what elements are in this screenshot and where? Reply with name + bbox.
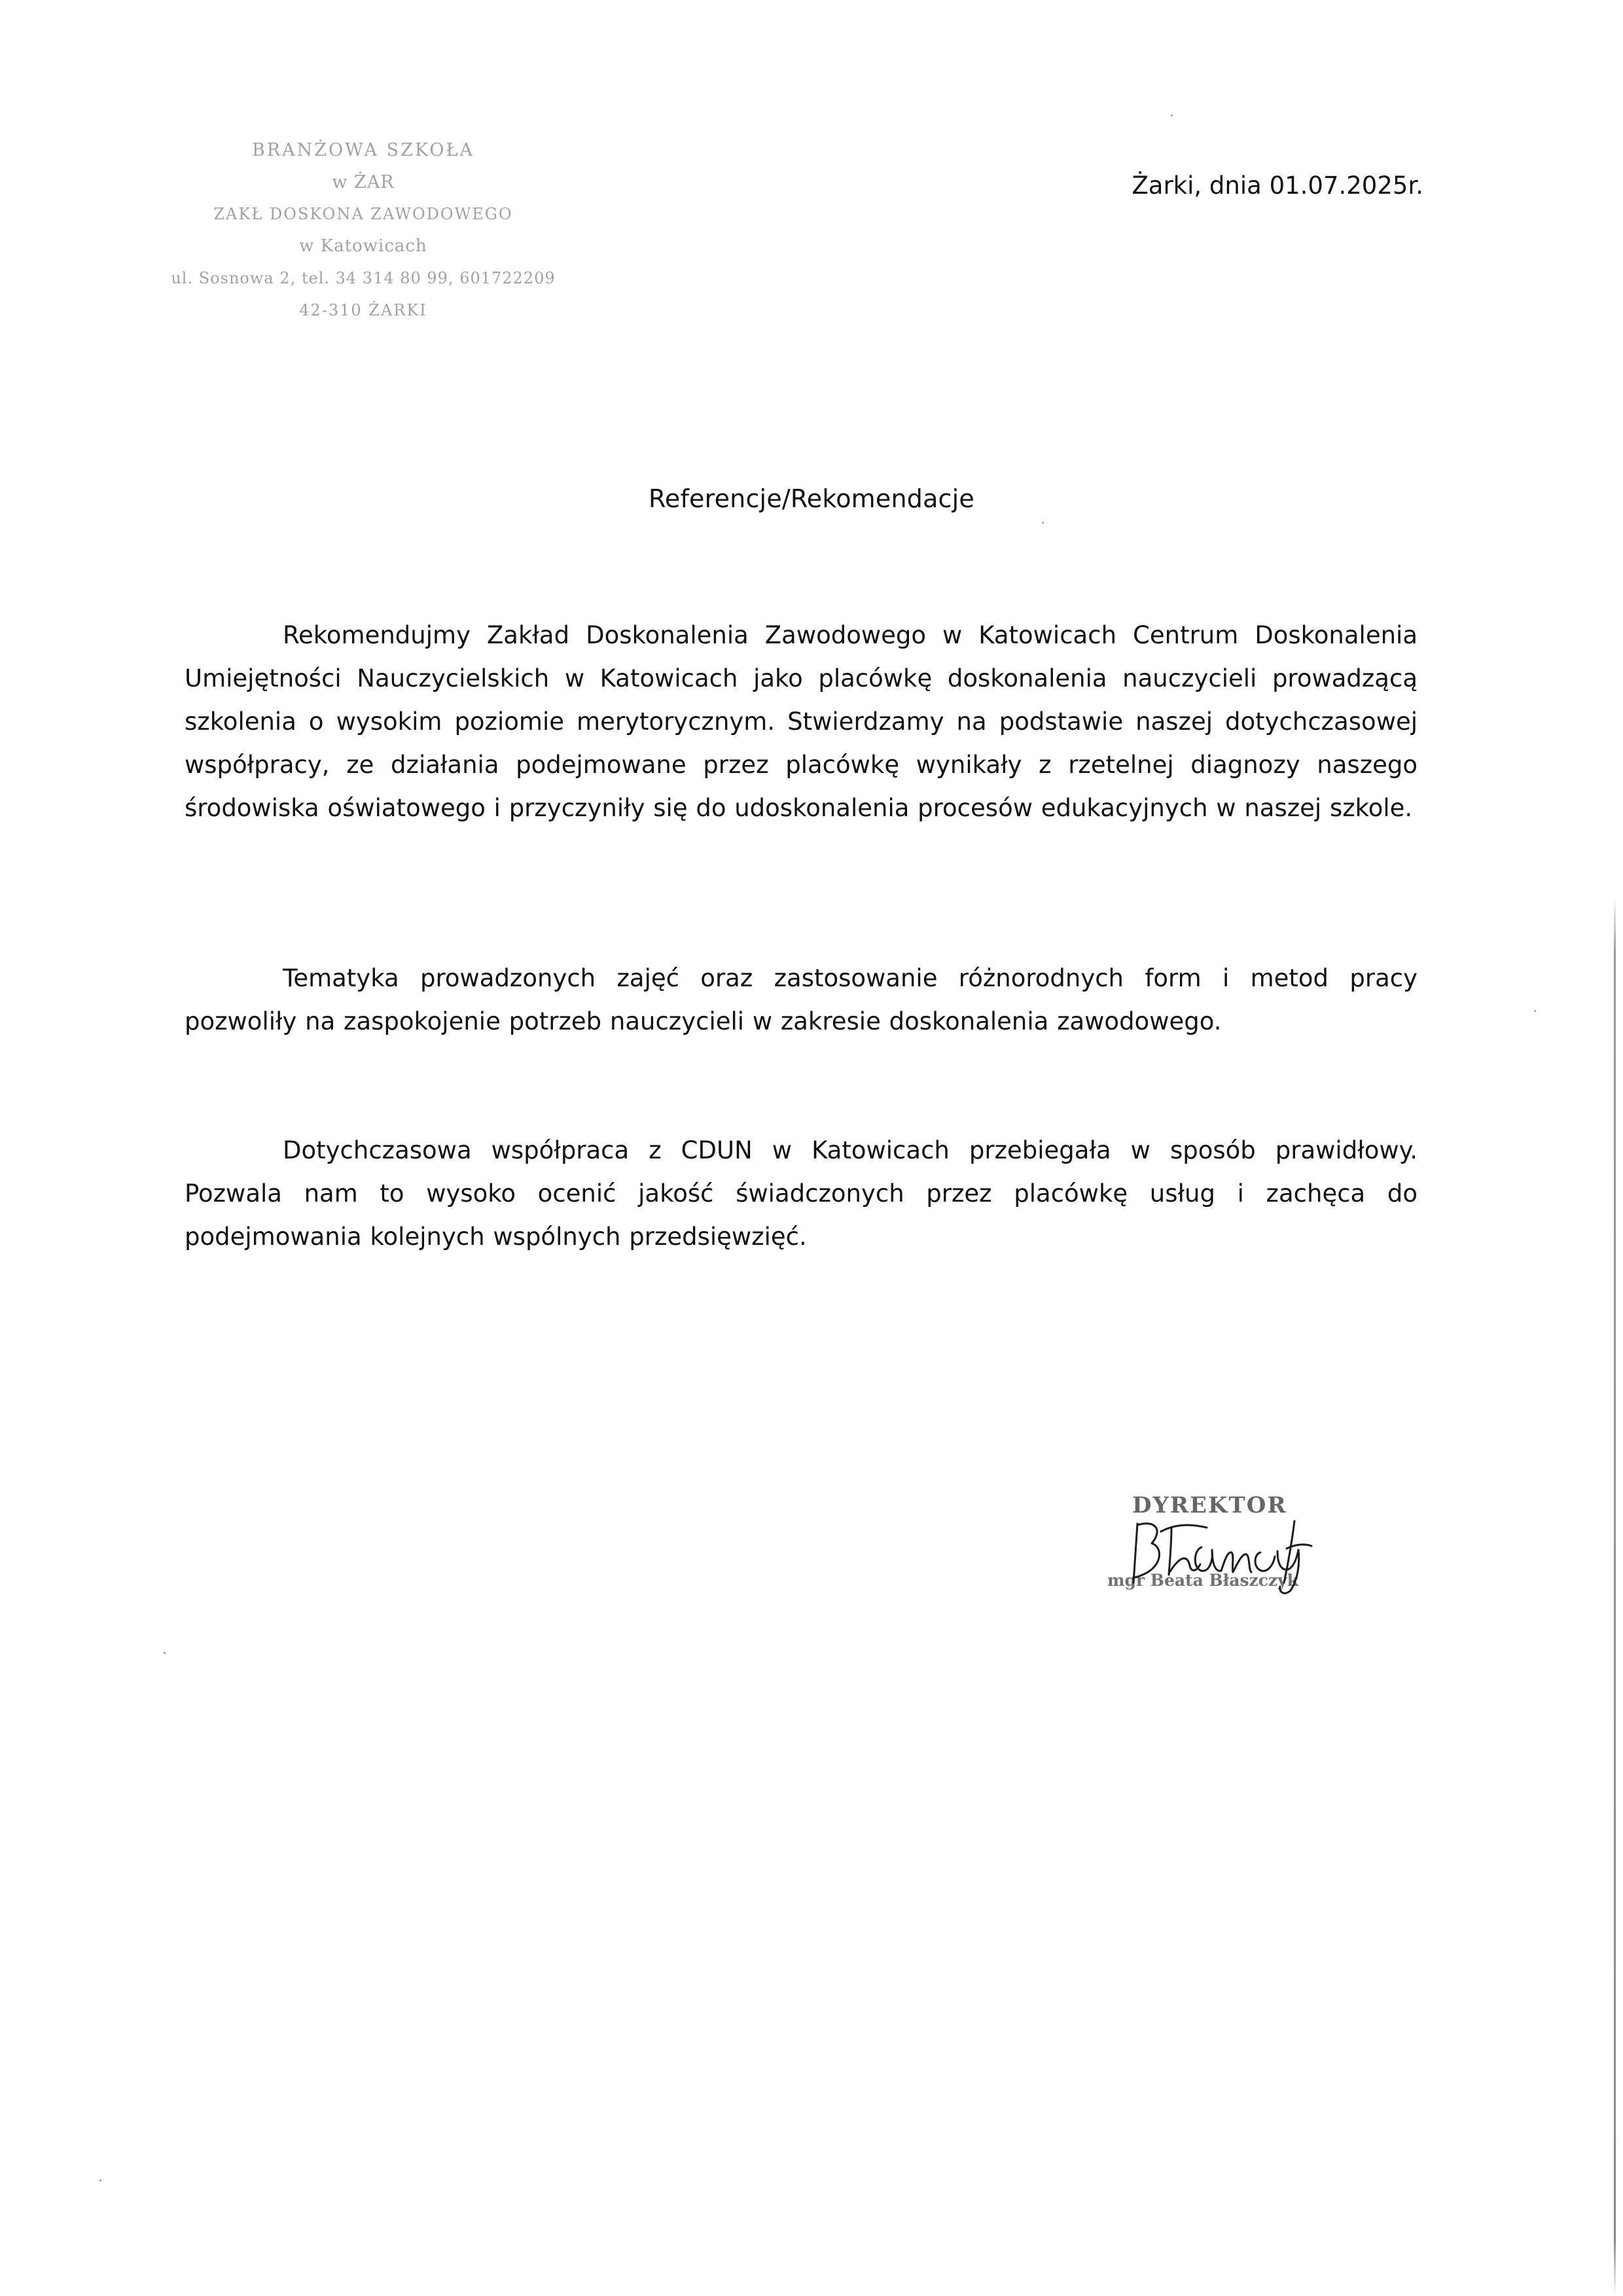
school-stamp-line: ul. Sosnowa 2, tel. 34 314 80 99, 601722209 — [171, 269, 556, 287]
school-stamp-line: w Katowicach — [299, 236, 427, 256]
letter-paragraph-2: Tematyka prowadzonych zajęć oraz zastosowanie różnorodnych form i metod pracy pozwoliły na zaspokojenie potrzeb nauczycieli w zakresie doskonalenia zawodowego. — [185, 964, 1418, 1035]
director-stamp — [1106, 1492, 1342, 1617]
scan-speck — [1171, 115, 1173, 117]
scan-edge-line — [1614, 897, 1616, 2296]
scan-speck — [99, 2179, 101, 2181]
school-stamp-line: 42-310 ŻARKI — [299, 301, 427, 319]
director-name: mgr Beata Błaszczyk — [1107, 1571, 1298, 1590]
school-stamp — [124, 134, 602, 327]
letter-paragraph-3: Dotychczasowa współpraca z CDUN w Katowicach przebiegała w sposób prawidłowy. Pozwala nam to wysoko ocenić jakość świadczonych przez placówkę usług i zachęca do podejmowania kolejnych wspólnych przedsięwzięć. — [185, 1136, 1418, 1251]
school-stamp-line: ZAKŁ DOSKONA ZAWODOWEGO — [213, 205, 513, 223]
school-stamp-line: w ŻAR — [332, 172, 395, 192]
school-stamp-line: BRANŻOWA SZKOŁA — [251, 140, 475, 160]
letter-paragraph-1: Rekomendujmy Zakład Doskonalenia Zawodowego w Katowicach Centrum Doskonalenia Umiejętności Nauczycielskich w Katowicach jako placówkę doskonalenia nauczycieli prowadzącą szkolenia o wysokim poziomie merytorycznym. Stwierdzamy na podstawie naszej dotychczasowej współpracy, ze działania podejmowane przez placówkę wynikały z rzetelnej diagnozy naszego środowiska oświatowego i przyczyniły się do udoskonalenia procesów edukacyjnych w naszej szkole. — [185, 621, 1418, 822]
scan-speck — [164, 1652, 166, 1654]
director-title: DYREKTOR — [1132, 1492, 1287, 1518]
signature-icon — [1123, 1509, 1313, 1594]
document-title: Referencje/Rekomendacje — [648, 484, 974, 513]
scan-speck — [1534, 1010, 1536, 1012]
date-line: Żarki, dnia 01.07.2025r. — [1132, 171, 1423, 200]
scan-speck — [1042, 522, 1044, 524]
